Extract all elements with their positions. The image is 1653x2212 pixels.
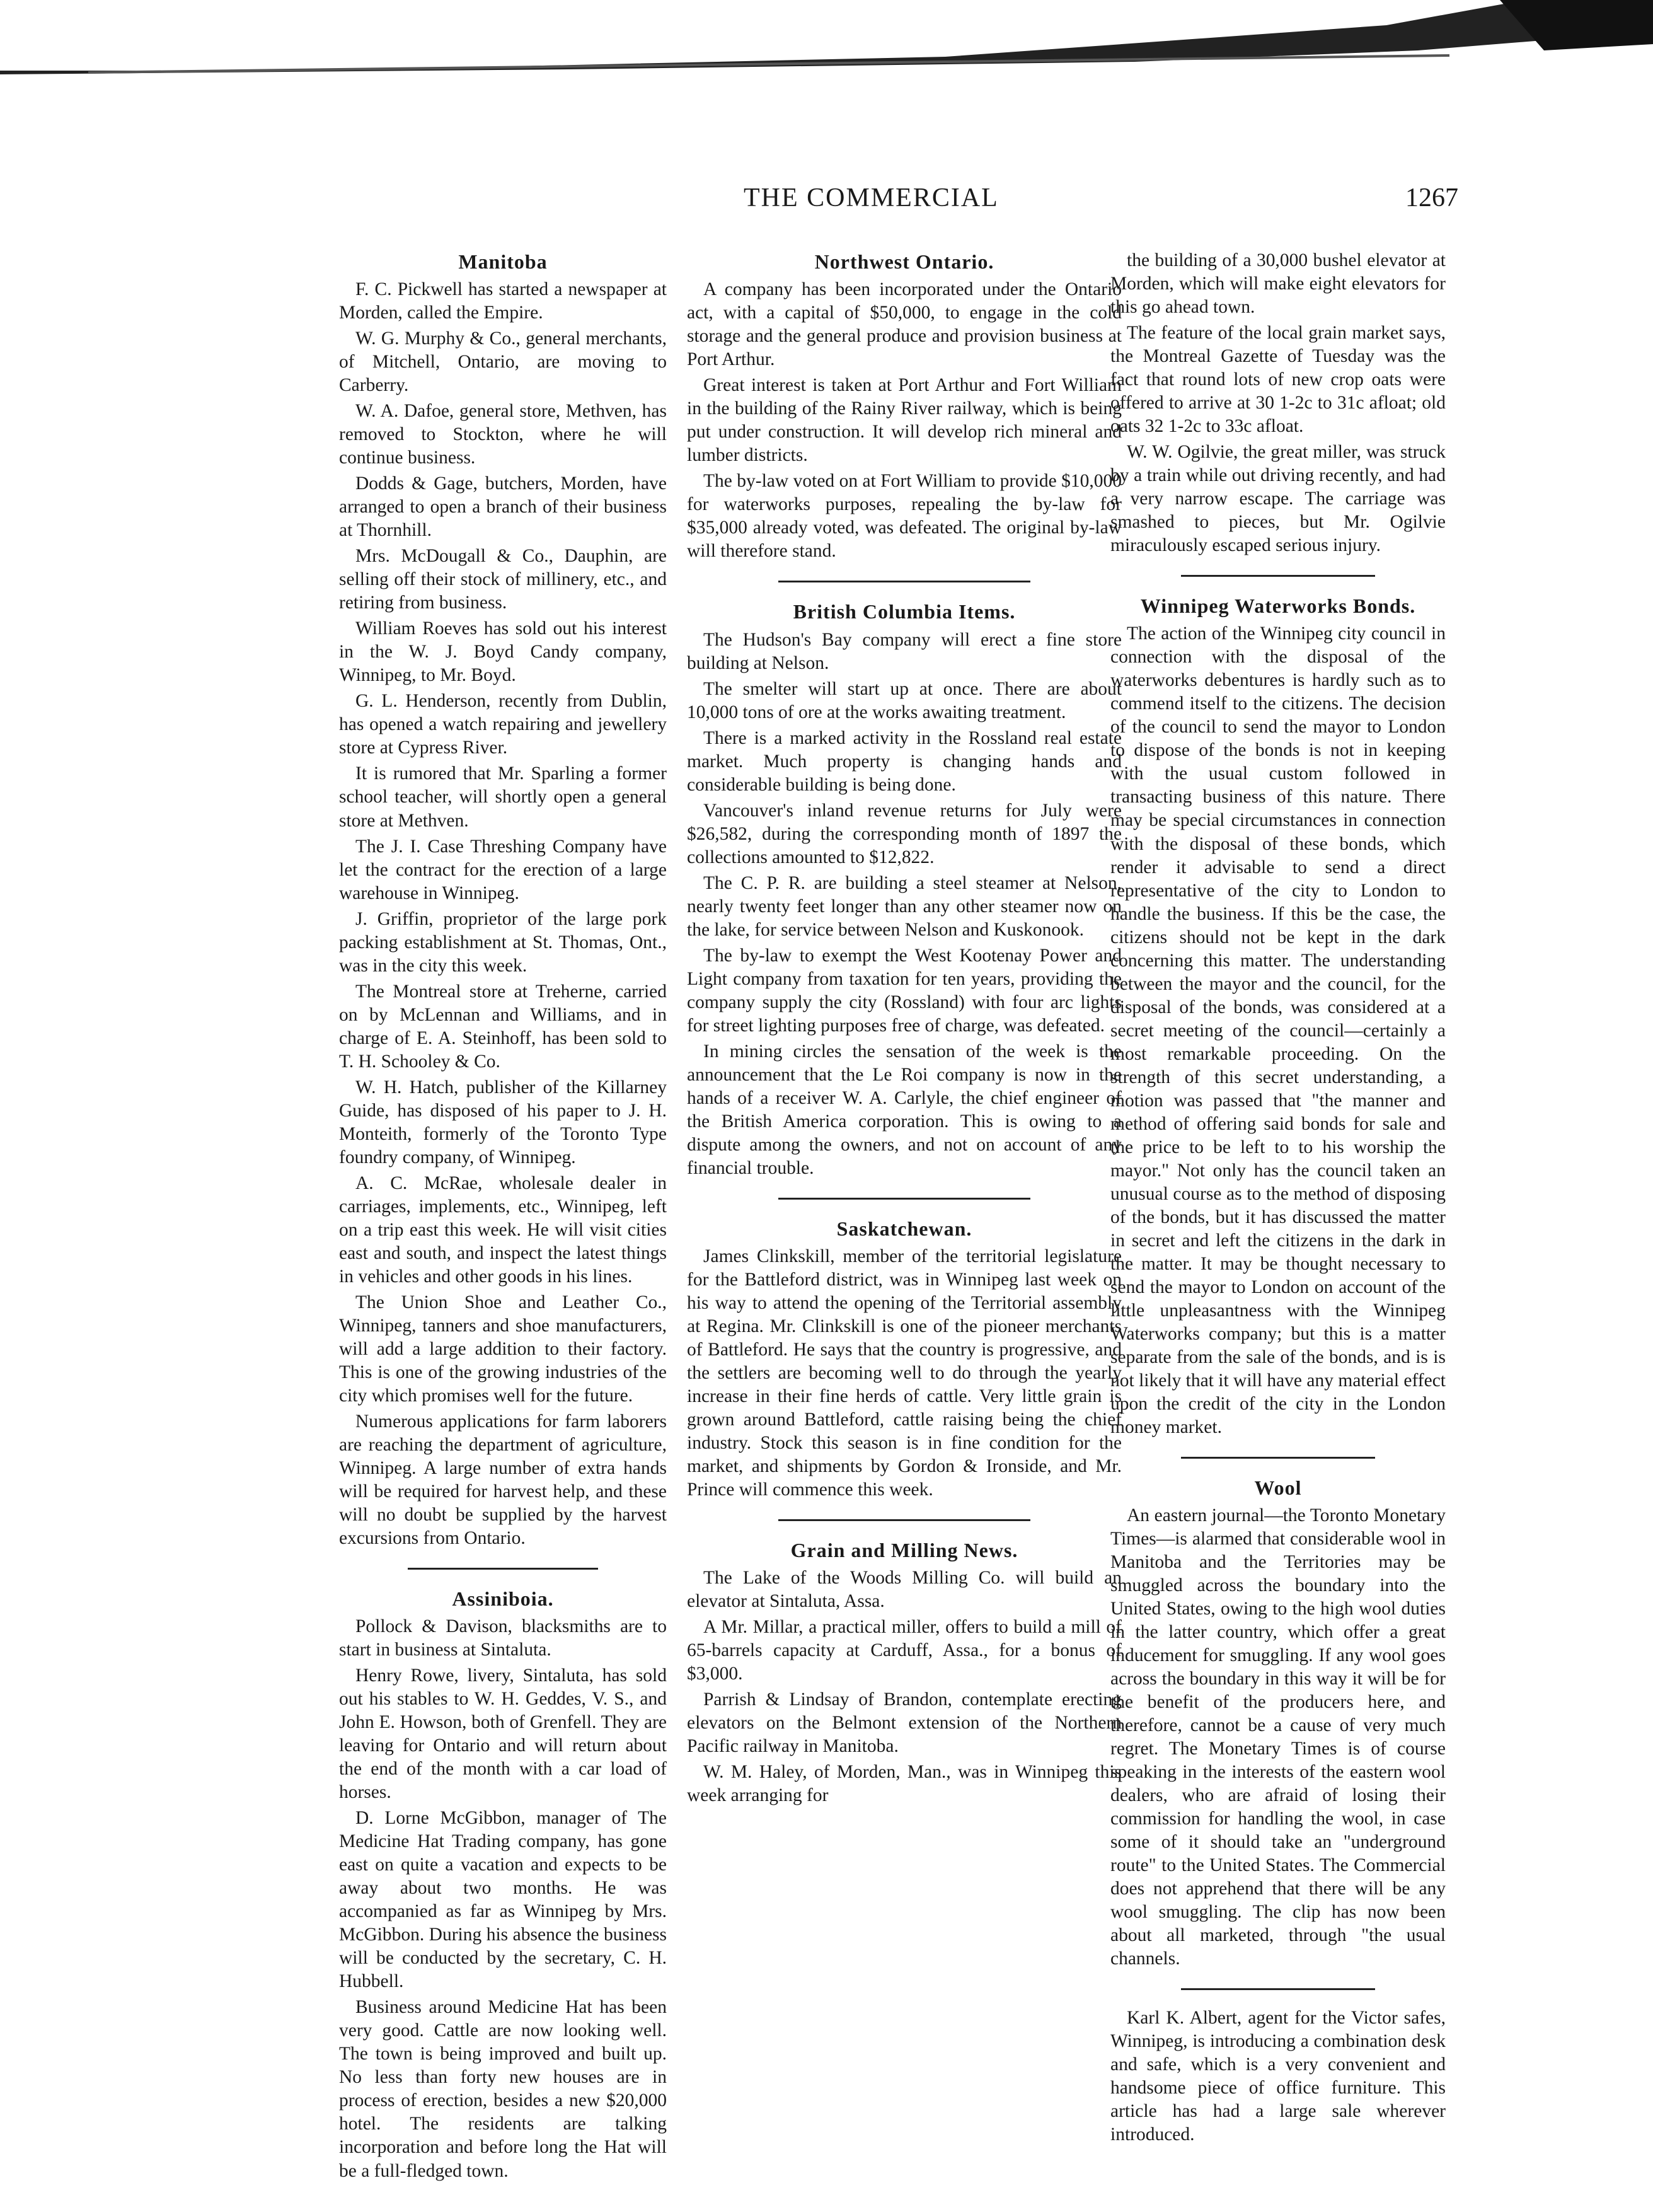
article-paragraph: The Lake of the Woods Milling Co. will build an elevator at Sintaluta, Assa. [687,1568,1122,1612]
article-paragraph: Business around Medicine Hat has been very good. Cattle are now looking well. The town is being improved and built up. No less than forty new houses are in process of erection, besides a new $20,000 hotel. The residents are talking incorporation and before long the Hat will be a full-fledged town. [339,1997,667,2181]
section-divider [778,581,1030,582]
section-divider [778,1198,1030,1200]
article-paragraph: F. C. Pickwell has started a newspaper at Morden, called the Empire. [339,279,667,323]
article-paragraph: D. Lorne McGibbon, manager of The Medicine Hat Trading company, has gone east on quite a vacation and expects to be away about two months. He was accompanied as far as Winnipeg by Mrs. McGibbon. During his absence the business will be conducted by the secretary, C. H. Hubbell. [339,1808,667,1992]
article-paragraph: W. G. Murphy & Co., general merchants, of Mitchell, Ontario, are moving to Carberry. [339,328,667,396]
article-paragraph: J. Griffin, proprietor of the large pork packing establishment at St. Thomas, Ont., was in the city this week. [339,908,667,976]
article-paragraph: Dodds & Gage, butchers, Morden, have arranged to open a branch of their business at Thornhill. [339,473,667,541]
article-paragraph: James Clinkskill, member of the territorial legislature for the Battleford district, was in Winnipeg last week on his way to attend the opening of the Territorial assembly at Regina. Mr. Clinkskill is one of the pioneer merchants of Battleford. He says that the country is progressive, and the settlers are becoming well to do through the yearly increase in their fine herds of cattle. Very little grain is grown around Battleford, cattle raising being the chief industry. Stock this season is in fine condition for the market, and shipments by Gordon & Ironside, and Mr. Prince will commence this week. [687,1246,1122,1500]
article-paragraph: An eastern journal—the Toronto Monetary Times—is alarmed that considerable wool in Manitoba and the Territories may be smuggled across the boundary into the United States, owing to the high wool duties in the latter country, which offer a great inducement for smuggling. If any wool goes across the boundary in this way it will be for the benefit of the producers here, and therefore, cannot be a cause of very much regret. The Monetary Times is of course speaking in the interests of the eastern wool dealers, who are afraid of losing their commission for handling the wool, in case some of it should take an "underground route" to the United States. The Commercial does not apprehend that there will be any wool smuggling. The clip has now been about all marketed, through "the usual channels. [1110,1505,1446,1969]
article-paragraph: Vancouver's inland revenue returns for July were $26,582, during the corresponding month of 1897 the collections amounted to $12,822. [687,800,1122,867]
column-3 [1110,249,1446,2146]
section-divider [1181,1457,1376,1459]
article-paragraph: W. A. Dafoe, general store, Methven, has removed to Stockton, where he will continue business. [339,401,667,468]
section-heading: Wool [1254,1476,1302,1499]
article-paragraph: The feature of the local grain market says, the Montreal Gazette of Tuesday was the fact that round lots of new crop oats were offered to arrive at 30 1-2c to 31c afloat; old oats 32 1-2c to 33c afloat. [1110,323,1446,437]
section-heading: Northwest Ontario. [814,250,994,273]
article-paragraph: The Hudson's Bay company will erect a fine store building at Nelson. [687,629,1122,673]
article-paragraph: William Roeves has sold out his interest in the W. J. Boyd Candy company, Winnipeg, to Mr. Boyd. [339,618,667,686]
article-paragraph: It is rumored that Mr. Sparling a former school teacher, will shortly open a general store at Methven. [339,763,667,831]
article-paragraph: W. M. Haley, of Morden, Man., was in Winnipeg this week arranging for [687,1762,1122,1806]
article-paragraph: The J. I. Case Threshing Company have let the contract for the erection of a large warehouse in Winnipeg. [339,836,667,903]
column-1 [339,249,667,2181]
column-2 [687,249,1122,2146]
article-paragraph: Parrish & Lindsay of Brandon, contemplate erecting elevators on the Belmont extension of the Northern Pacific railway in Manitoba. [687,1689,1122,1757]
article-paragraph: The by-law to exempt the West Kootenay Power and Light company from taxation for ten years, providing the company supply the city (Rossland) with four arc lights for street lighting purposes free of charge, was defeated. [687,945,1122,1036]
article-paragraph: Pollock & Davison, blacksmiths are to start in business at Sintaluta. [339,1616,667,1660]
article-paragraph: The by-law voted on at Fort William to provide $10,000 for waterworks purposes, repealing the by-law for $35,000 already voted, was defeated. The original by-law will therefore stand. [687,471,1122,562]
article-paragraph: A. C. McRae, wholesale dealer in carriages, implements, etc., Winnipeg, left on a trip east this week. He will visit cities east and south, and inspect the latest things in vehicles and other goods in his lines. [339,1173,667,1287]
article-paragraph: The smelter will start up at once. There are about 10,000 tons of ore at the works awaiting treatment. [687,678,1122,722]
section-heading: Manitoba [458,250,548,273]
article-paragraph: the building of a 30,000 bushel elevator at Morden, which will make eight elevators for this go ahead town. [1110,250,1446,318]
article-paragraph: Numerous applications for farm laborers are reaching the department of agriculture, Winnipeg. A large number of extra hands will be required for harvest help, and these will no doubt be supplied by the harvest excursions from Ontario. [339,1411,667,1548]
page-number: 1267 [1405,183,1458,212]
section-divider [1181,1988,1376,1990]
article-paragraph: Great interest is taken at Port Arthur and Fort William in the building of the Rainy River railway, which is being put under construction. It will develop rich mineral and lumber districts. [687,375,1122,466]
section-heading: Grain and Milling News. [790,1539,1018,1562]
article-paragraph: W. H. Hatch, publisher of the Killarney Guide, has disposed of his paper to J. H. Monteith, formerly of the Toronto Type foundry company, of Winnipeg. [339,1077,667,1167]
section-heading: Saskatchewan. [836,1217,972,1240]
section-divider [778,1519,1030,1521]
article-paragraph: The Montreal store at Treherne, carried on by McLennan and Williams, and in charge of E. A. Steinhoff, has been sold to T. H. Schooley & Co. [339,981,667,1072]
section-heading: British Columbia Items. [793,600,1016,623]
section-divider [408,1568,598,1570]
article-paragraph: W. W. Ogilvie, the great miller, was struck by a train while out driving recently, and had a very narrow escape. The carriage was smashed to pieces, but Mr. Ogilvie miraculously escaped serious injury. [1110,442,1446,556]
article-paragraph: Henry Rowe, livery, Sintaluta, has sold out his stables to W. H. Geddes, V. S., and John E. Howson, both of Grenfell. They are leaving for Ontario and will return about the end of the month with a car load of horses. [339,1665,667,1803]
article-paragraph: The C. P. R. are building a steel steamer at Nelson, nearly twenty feet longer than any other steamer now on the lake, for service between Nelson and Kuskonook. [687,872,1122,940]
article-paragraph: Karl K. Albert, agent for the Victor safes, Winnipeg, is introducing a combination desk and safe, which is a very convenient and handsome piece of office furniture. This article has had a large sale wherever introduced. [1110,2008,1446,2145]
running-title: THE COMMERCIAL [744,183,999,212]
section-heading: Winnipeg Waterworks Bonds. [1140,594,1416,618]
article-paragraph: G. L. Henderson, recently from Dublin, has opened a watch repairing and jewellery store at Cypress River. [339,691,667,758]
article-paragraph: In mining circles the sensation of the week is the announcement that the Le Roi company is now in the hands of a receiver W. A. Carlyle, the chief engineer of the British America corporation. This is owing to a dispute among the owners, and not on account of any financial trouble. [687,1041,1122,1178]
section-heading: Assiniboia. [452,1587,554,1610]
page-header [0,183,1653,227]
section-divider [1181,575,1376,577]
article-paragraph: The action of the Winnipeg city council in connection with the disposal of the waterworks debentures is hardly such as to commend itself to the citizens. The decision of the council to send the mayor to London to dispose of the bonds is not in keeping with the usual custom followed in transacting business of this nature. There may be special circumstances in connection with the disposal of these bonds, which render it advisable to send a direct representative of the city to London to handle the business. If this be the case, the citizens should not be kept in the dark concerning this matter. The understanding between the mayor and the council, for the disposal of the bonds, was considered at a secret meeting of the council—certainly a most remarkable proceeding. On the strength of this secret understanding, a motion was passed that "the manner and method of offering said bonds for sale and the price to be left to to his worship the mayor." Not only has the council taken an unusual course as to the method of disposing of the bonds, but it has discussed the matter in secret and left the citizens in the dark in the matter. It may be thought necessary to send the mayor to London on account of the little unpleasantness with the Winnipeg Waterworks company; but this is a matter separate from the sale of the bonds, and is is not likely that it will have any material effect upon the credit of the city in the London money market. [1110,623,1446,1437]
article-paragraph: A company has been incorporated under the Ontario act, with a capital of $50,000, to engage in the cold storage and the general produce and provision business at Port Arthur. [687,279,1122,370]
article-paragraph: There is a marked activity in the Rossland real estate market. Much property is changing hands and considerable building is being done. [687,727,1122,795]
article-paragraph: Mrs. McDougall & Co., Dauphin, are selling off their stock of millinery, etc., and retiring from business. [339,546,667,613]
scan-border [0,0,1653,82]
article-paragraph: A Mr. Millar, a practical miller, offers to build a mill of 65-barrels capacity at Carduff, Assa., for a bonus of $3,000. [687,1617,1122,1684]
article-paragraph: The Union Shoe and Leather Co., Winnipeg, tanners and shoe manufacturers, will add a large addition to their factory. This is one of the growing industries of the city which promises well for the future. [339,1292,667,1406]
